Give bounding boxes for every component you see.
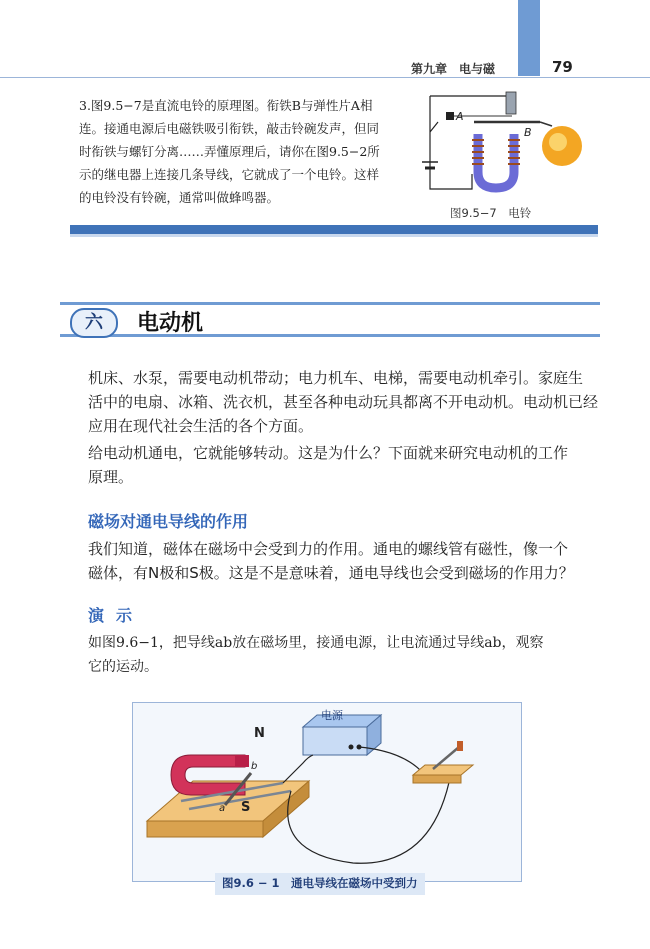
- chapter-title: 第九章 电与磁: [410, 62, 495, 76]
- intro-line: 应用在现代社会生活的各个方面。: [88, 417, 314, 435]
- motor-experiment-figure: [132, 702, 522, 882]
- demo-title: 演示: [88, 606, 145, 625]
- motor-experiment-diagram: [133, 703, 521, 881]
- label-b: B: [524, 126, 532, 139]
- pole-n-label: N: [254, 726, 265, 741]
- section-title: 电动机: [137, 311, 204, 336]
- demo-line: 如图9.6−1，把导线ab放在磁场里，接通电源，让电流通过导线ab，观察: [88, 635, 544, 651]
- subsection-line: 磁体，有N极和S极。这是不是意味着，通电导线也会受到磁场的作用力？: [88, 564, 574, 582]
- subsection-title: 磁场对通电导线的作用: [88, 512, 249, 531]
- exercise-line: 的电铃没有铃碗，通常叫做蜂鸣器。: [79, 190, 280, 205]
- exercise-line: 连。接通电源后电磁铁吸引衔铁，敲击铃碗发声，但同: [79, 121, 380, 136]
- subsection-paragraph: [88, 537, 618, 585]
- power-supply-label: 电源: [321, 709, 343, 722]
- intro-line: 给电动机通电，它就能够转动。这是为什么？下面就来研究电动机的工作: [88, 444, 569, 462]
- intro-paragraph: [88, 366, 618, 438]
- electric-bell-diagram: [412, 84, 582, 204]
- intro-paragraph-2: [88, 441, 618, 489]
- exercise-text: [79, 94, 394, 209]
- wire-b-label: b: [251, 761, 258, 772]
- pole-s-label: S: [241, 800, 251, 815]
- label-a: A: [456, 110, 464, 123]
- section-rule-top: [60, 302, 600, 305]
- exercise-bottom-band-light: [70, 234, 598, 237]
- demo-paragraph: [88, 631, 588, 679]
- header-divider: [0, 77, 650, 78]
- section-number-badge: 六: [70, 308, 118, 338]
- exercise-line: 时衔铁与螺钉分离……弄懂原理后，请你在图9.5−2所: [79, 144, 380, 159]
- exercise-line: 示的继电器上连接几条导线，它就成了一个电铃。这样: [79, 167, 380, 182]
- wire-a-label: a: [219, 803, 226, 814]
- intro-line: 机床、水泵，需要电动机带动；电力机车、电梯，需要电动机牵引。家庭生: [88, 369, 584, 387]
- page-number: 79: [552, 58, 573, 76]
- subsection-line: 我们知道，磁体在磁场中会受到力的作用。通电的螺线管有磁性，像一个: [88, 540, 569, 558]
- exercise-bottom-band: [70, 225, 598, 234]
- intro-line: 活中的电扇、冰箱、洗衣机，甚至各种电动玩具都离不开电动机。电动机已经: [88, 393, 599, 411]
- bell-figure-caption: 图9.5−7 电铃: [450, 206, 532, 220]
- intro-line: 原理。: [88, 468, 134, 486]
- demo-line: 它的运动。: [88, 659, 158, 675]
- header-accent-bar: [518, 0, 540, 76]
- figure-caption: 图9.6 − 1 通电导线在磁场中受到力: [222, 876, 418, 890]
- exercise-line: 3.图9.5−7是直流电铃的原理图。衔铁B与弹性片A相: [79, 98, 373, 113]
